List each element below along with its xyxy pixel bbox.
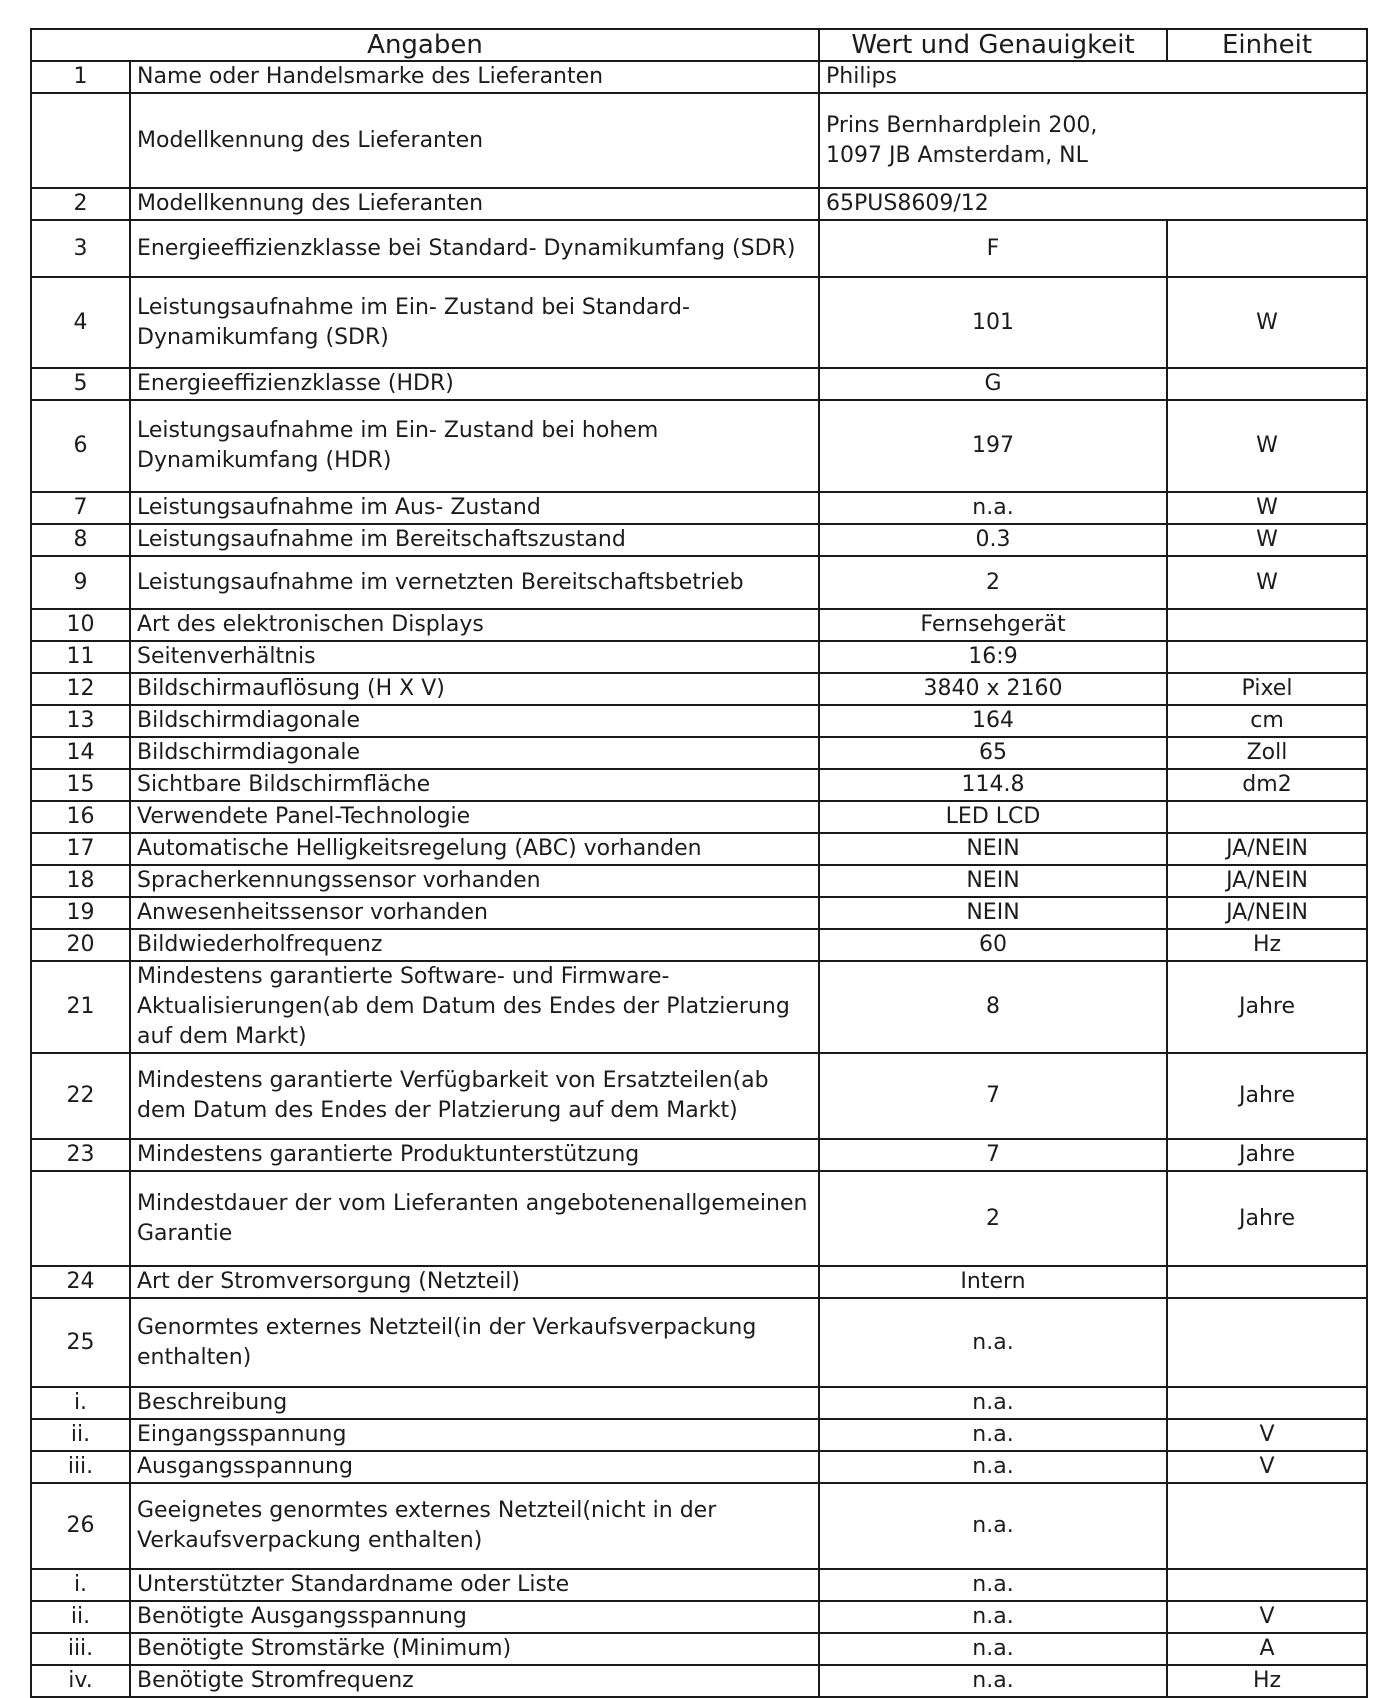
row-value: n.a. — [819, 1419, 1167, 1451]
row-unit: V — [1167, 1601, 1367, 1633]
table-row — [31, 865, 1367, 897]
row-value: G — [819, 368, 1167, 400]
row-unit: W — [1167, 556, 1367, 609]
row-unit — [1167, 1298, 1367, 1387]
row-description: Benötigte Stromstärke (Minimum) — [130, 1633, 819, 1665]
row-number — [31, 93, 130, 188]
row-unit — [1167, 368, 1367, 400]
row-number: 15 — [31, 769, 130, 801]
row-number: 25 — [31, 1298, 130, 1387]
row-description: Art des elektronischen Displays — [130, 609, 819, 641]
row-number: 18 — [31, 865, 130, 897]
row-unit: JA/NEIN — [1167, 865, 1367, 897]
row-number: 13 — [31, 705, 130, 737]
row-unit: Jahre — [1167, 961, 1367, 1053]
row-description: Bildschirmdiagonale — [130, 737, 819, 769]
row-unit: Jahre — [1167, 1139, 1367, 1171]
row-number: 9 — [31, 556, 130, 609]
row-number: ii. — [31, 1419, 130, 1451]
row-description: Verwendete Panel-Technologie — [130, 801, 819, 833]
address-line-city: 1097 JB Amsterdam, NL — [826, 142, 1088, 168]
table-row — [31, 524, 1367, 556]
product-info-table — [30, 28, 1368, 1698]
row-value: n.a. — [819, 1298, 1167, 1387]
table-row — [31, 220, 1367, 277]
row-value: n.a. — [819, 492, 1167, 524]
table-header-row — [31, 29, 1367, 61]
row-value: NEIN — [819, 865, 1167, 897]
row-unit: dm2 — [1167, 769, 1367, 801]
row-description: Art der Stromversorgung (Netzteil) — [130, 1266, 819, 1298]
row-description: Mindestens garantierte Software- und Firmware-Aktualisierungen(ab dem Datum des Endes der Platzierung auf dem Markt) — [130, 961, 819, 1053]
row-unit — [1167, 1483, 1367, 1569]
row-number: 5 — [31, 368, 130, 400]
row-value: 7 — [819, 1053, 1167, 1139]
row-description: Energieeffizienzklasse (HDR) — [130, 368, 819, 400]
row-unit — [1167, 801, 1367, 833]
row-value: n.a. — [819, 1633, 1167, 1665]
row-unit: W — [1167, 400, 1367, 492]
row-number: iii. — [31, 1451, 130, 1483]
row-value: Philips — [819, 61, 1367, 93]
row-description: Beschreibung — [130, 1387, 819, 1419]
table-row — [31, 1483, 1367, 1569]
row-unit: JA/NEIN — [1167, 833, 1367, 865]
row-number: 12 — [31, 673, 130, 705]
row-description: Mindestens garantierte Produktunterstützung — [130, 1139, 819, 1171]
row-value: NEIN — [819, 897, 1167, 929]
row-description: Leistungsaufnahme im Bereitschaftszustand — [130, 524, 819, 556]
row-description: Energieeffizienzklasse bei Standard- Dynamikumfang (SDR) — [130, 220, 819, 277]
row-description: Modellkennung des Lieferanten — [130, 93, 819, 188]
row-value: 2 — [819, 556, 1167, 609]
row-value: n.a. — [819, 1601, 1167, 1633]
row-number: 14 — [31, 737, 130, 769]
row-value: LED LCD — [819, 801, 1167, 833]
table-row — [31, 1419, 1367, 1451]
row-description: Leistungsaufnahme im Ein- Zustand bei Standard-Dynamikumfang (SDR) — [130, 277, 819, 368]
row-value: 164 — [819, 705, 1167, 737]
row-description: Seitenverhältnis — [130, 641, 819, 673]
row-description: Benötigte Ausgangsspannung — [130, 1601, 819, 1633]
row-value: 16:9 — [819, 641, 1167, 673]
row-unit: V — [1167, 1419, 1367, 1451]
table-row — [31, 1053, 1367, 1139]
row-description: Modellkennung des Lieferanten — [130, 188, 819, 220]
row-number: 4 — [31, 277, 130, 368]
table-row — [31, 1601, 1367, 1633]
row-unit — [1167, 1387, 1367, 1419]
row-unit: W — [1167, 277, 1367, 368]
row-unit — [1167, 1266, 1367, 1298]
row-number: 19 — [31, 897, 130, 929]
table-row — [31, 609, 1367, 641]
row-unit — [1167, 1569, 1367, 1601]
table-row — [31, 93, 1367, 188]
row-description: Benötigte Stromfrequenz — [130, 1665, 819, 1697]
table-row — [31, 641, 1367, 673]
row-description: Spracherkennungssensor vorhanden — [130, 865, 819, 897]
row-number: 20 — [31, 929, 130, 961]
table-row — [31, 492, 1367, 524]
row-unit: W — [1167, 524, 1367, 556]
row-number: 16 — [31, 801, 130, 833]
row-description: Leistungsaufnahme im Aus- Zustand — [130, 492, 819, 524]
row-number: 21 — [31, 961, 130, 1053]
row-unit: Pixel — [1167, 673, 1367, 705]
row-number: 26 — [31, 1483, 130, 1569]
row-value: n.a. — [819, 1451, 1167, 1483]
row-unit: W — [1167, 492, 1367, 524]
table-row — [31, 368, 1367, 400]
row-number: 10 — [31, 609, 130, 641]
row-number: iii. — [31, 1633, 130, 1665]
row-number: iv. — [31, 1665, 130, 1697]
row-unit: Hz — [1167, 929, 1367, 961]
row-number: i. — [31, 1569, 130, 1601]
row-description: Eingangsspannung — [130, 1419, 819, 1451]
row-unit: Jahre — [1167, 1053, 1367, 1139]
table-row — [31, 897, 1367, 929]
table-row — [31, 769, 1367, 801]
row-value: NEIN — [819, 833, 1167, 865]
table-row — [31, 961, 1367, 1053]
row-unit: Jahre — [1167, 1171, 1367, 1266]
header-wert: Wert und Genauigkeit — [819, 29, 1167, 61]
row-value: n.a. — [819, 1665, 1167, 1697]
table-row — [31, 705, 1367, 737]
row-value: Fernsehgerät — [819, 609, 1167, 641]
row-value: F — [819, 220, 1167, 277]
row-description: Bildschirmdiagonale — [130, 705, 819, 737]
row-description: Bildwiederholfrequenz — [130, 929, 819, 961]
row-value: n.a. — [819, 1483, 1167, 1569]
row-value: 2 — [819, 1171, 1167, 1266]
row-unit: Zoll — [1167, 737, 1367, 769]
table-row — [31, 1451, 1367, 1483]
table-row — [31, 1569, 1367, 1601]
table-row — [31, 1298, 1367, 1387]
table-row — [31, 188, 1367, 220]
row-value: Intern — [819, 1266, 1167, 1298]
table-row — [31, 1665, 1367, 1697]
row-number: 7 — [31, 492, 130, 524]
table-row — [31, 673, 1367, 705]
row-number: 8 — [31, 524, 130, 556]
row-number: 1 — [31, 61, 130, 93]
row-description: Unterstützter Standardname oder Liste — [130, 1569, 819, 1601]
table-row — [31, 1139, 1367, 1171]
table-row — [31, 277, 1367, 368]
row-number: 17 — [31, 833, 130, 865]
row-value: n.a. — [819, 1387, 1167, 1419]
row-description: Genormtes externes Netzteil(in der Verkaufsverpackung enthalten) — [130, 1298, 819, 1387]
row-unit: Hz — [1167, 1665, 1367, 1697]
table-row — [31, 737, 1367, 769]
header-angaben: Angaben — [31, 29, 819, 61]
table-row — [31, 1266, 1367, 1298]
row-value: 114.8 — [819, 769, 1167, 801]
row-unit: JA/NEIN — [1167, 897, 1367, 929]
table-row — [31, 1171, 1367, 1266]
row-value: 7 — [819, 1139, 1167, 1171]
row-description: Ausgangsspannung — [130, 1451, 819, 1483]
row-unit — [1167, 641, 1367, 673]
row-description: Automatische Helligkeitsregelung (ABC) vorhanden — [130, 833, 819, 865]
address-line-street: Prins Bernhardplein 200, — [826, 112, 1098, 138]
row-value: 65 — [819, 737, 1167, 769]
table-row — [31, 556, 1367, 609]
row-number: 24 — [31, 1266, 130, 1298]
row-value: 8 — [819, 961, 1167, 1053]
row-unit: V — [1167, 1451, 1367, 1483]
table-row — [31, 1387, 1367, 1419]
spec-sheet — [30, 28, 1366, 1698]
row-number: 3 — [31, 220, 130, 277]
row-description: Anwesenheitssensor vorhanden — [130, 897, 819, 929]
table-row — [31, 1633, 1367, 1665]
table-row — [31, 801, 1367, 833]
table-row — [31, 929, 1367, 961]
row-description: Bildschirmauflösung (H X V) — [130, 673, 819, 705]
row-description: Mindestdauer der vom Lieferanten angebotenenallgemeinen Garantie — [130, 1171, 819, 1266]
header-einheit: Einheit — [1167, 29, 1367, 61]
table-row — [31, 400, 1367, 492]
row-description: Sichtbare Bildschirmfläche — [130, 769, 819, 801]
row-description: Name oder Handelsmarke des Lieferanten — [130, 61, 819, 93]
row-unit — [1167, 220, 1367, 277]
row-number — [31, 1171, 130, 1266]
row-value: 101 — [819, 277, 1167, 368]
row-value: 60 — [819, 929, 1167, 961]
row-number: 6 — [31, 400, 130, 492]
row-description: Geeignetes genormtes externes Netzteil(nicht in der Verkaufsverpackung enthalten) — [130, 1483, 819, 1569]
row-description: Leistungsaufnahme im vernetzten Bereitschaftsbetrieb — [130, 556, 819, 609]
supplier-address — [819, 93, 1367, 188]
row-number: i. — [31, 1387, 130, 1419]
row-number: 22 — [31, 1053, 130, 1139]
row-number: 2 — [31, 188, 130, 220]
row-unit — [1167, 609, 1367, 641]
row-value: n.a. — [819, 1569, 1167, 1601]
table-row — [31, 61, 1367, 93]
row-value: 0.3 — [819, 524, 1167, 556]
row-value: 197 — [819, 400, 1167, 492]
row-value: 3840 x 2160 — [819, 673, 1167, 705]
row-number: 23 — [31, 1139, 130, 1171]
row-unit: A — [1167, 1633, 1367, 1665]
table-row — [31, 833, 1367, 865]
row-number: ii. — [31, 1601, 130, 1633]
row-value: 65PUS8609/12 — [819, 188, 1367, 220]
row-unit: cm — [1167, 705, 1367, 737]
row-number: 11 — [31, 641, 130, 673]
row-description: Mindestens garantierte Verfügbarkeit von Ersatzteilen(ab dem Datum des Endes der Platzierung auf dem Markt) — [130, 1053, 819, 1139]
row-description: Leistungsaufnahme im Ein- Zustand bei hohem Dynamikumfang (HDR) — [130, 400, 819, 492]
